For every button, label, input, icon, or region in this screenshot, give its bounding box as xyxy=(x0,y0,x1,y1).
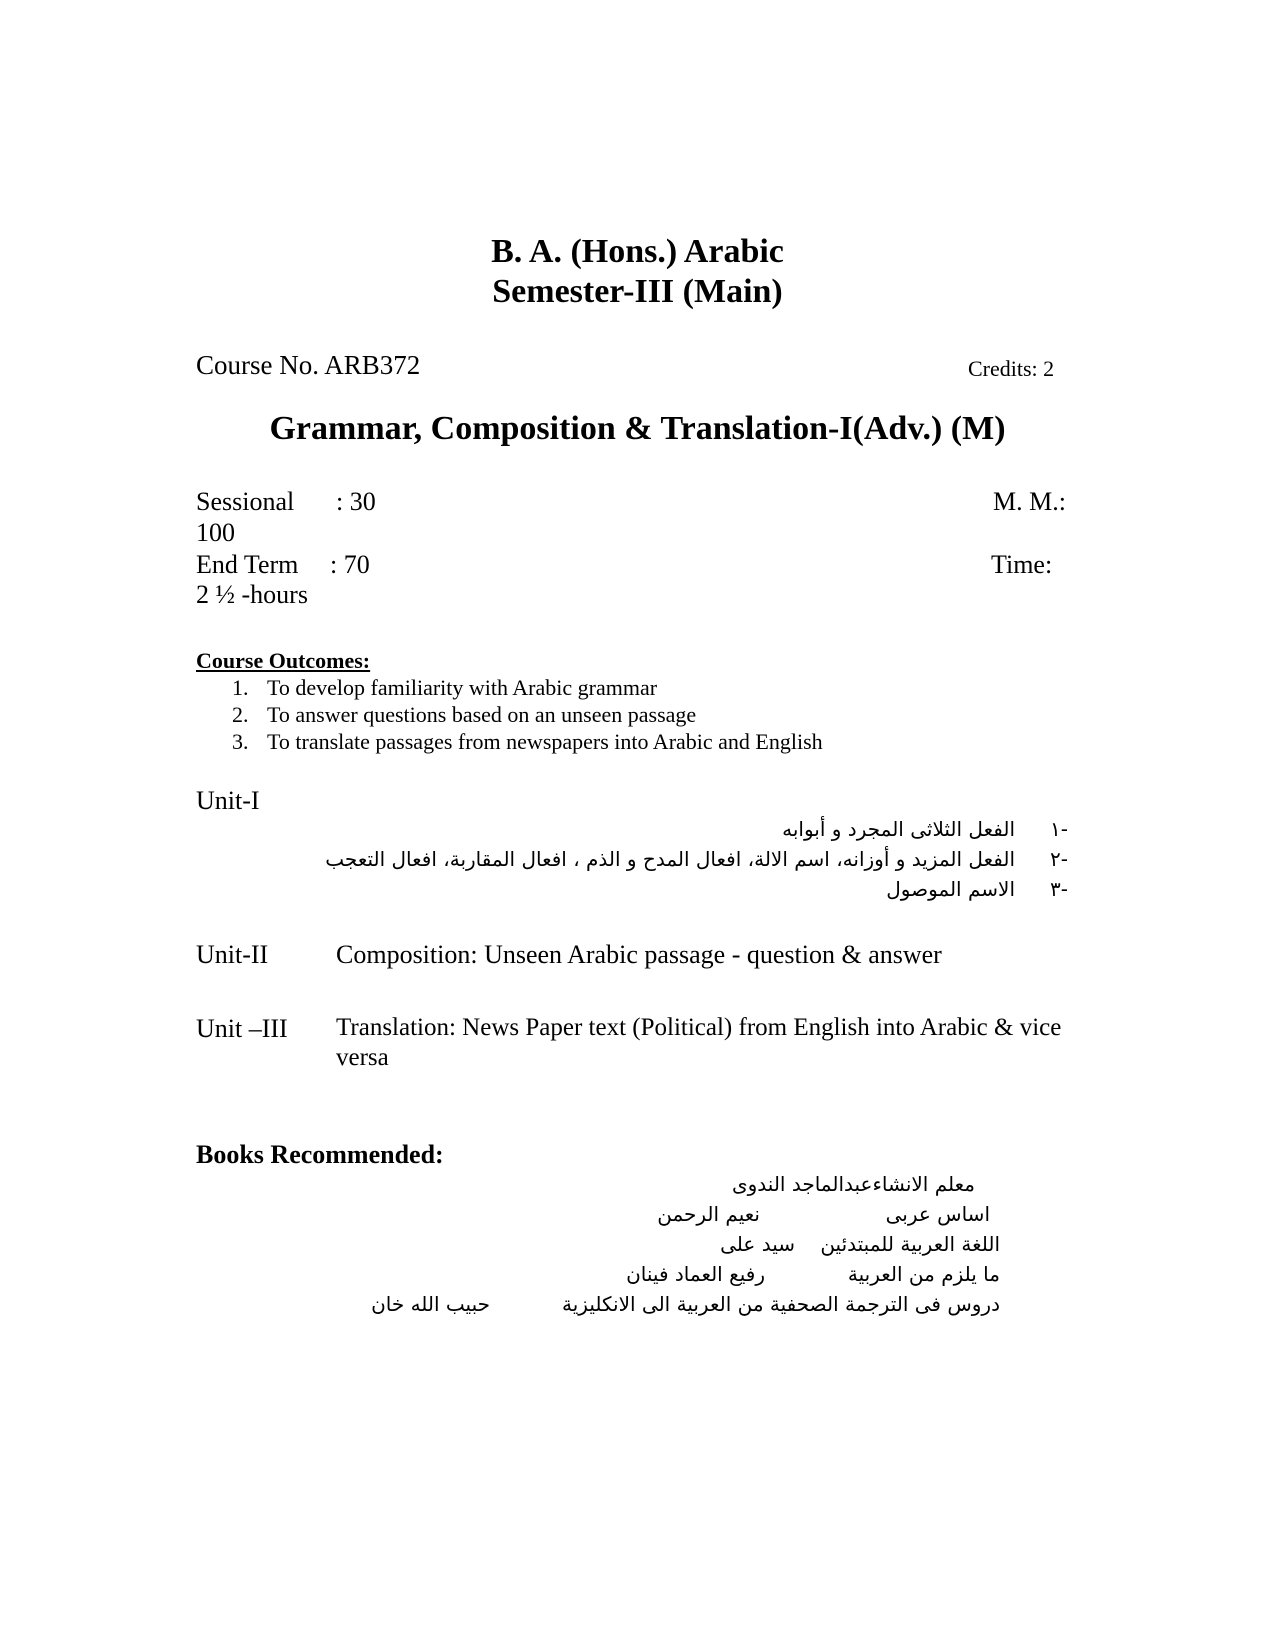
unit1-item-3-num: ٣- xyxy=(1050,877,1068,901)
endterm-label: End Term xyxy=(196,550,299,579)
book-4-title: ما يلزم من العربية xyxy=(847,1262,1000,1286)
course-credits: Credits: 2 xyxy=(968,356,1055,381)
book-5-title: دروس فى الترجمة الصحفية من العربية الى الانكليزية xyxy=(562,1292,1000,1316)
course-number: Course No. ARB372 xyxy=(196,350,421,380)
unit3-text-line1: Translation: News Paper text (Political) from English into Arabic & vice xyxy=(336,1014,1062,1041)
course-outcomes-heading: Course Outcomes: xyxy=(196,648,371,673)
book-3-author: سيد على xyxy=(720,1232,795,1256)
time-label: Time: xyxy=(991,550,1053,579)
max-marks-value: 100 xyxy=(196,518,235,547)
book-2-author: نعيم الرحمن xyxy=(657,1202,760,1226)
unit3-label: Unit –III xyxy=(196,1014,288,1043)
books-heading: Books Recommended: xyxy=(196,1140,444,1169)
unit1-item-1-text: الفعل الثلاثى المجرد و أبوابه xyxy=(782,817,1015,841)
list-item: 1. To develop familiarity with Arabic grammar xyxy=(232,675,658,700)
book-3-title: اللغة العربية للمبتدئين xyxy=(820,1232,1000,1256)
book-4-author: رفيع العماد فينان xyxy=(626,1262,765,1286)
unit1-item-1-num: ١- xyxy=(1050,817,1068,841)
unit2-text: Composition: Unseen Arabic passage - question & answer xyxy=(336,940,942,969)
max-marks-label: M. M.: xyxy=(993,487,1066,516)
book-1-title: معلم الانشاءعبدالماجد الندوى xyxy=(731,1172,975,1196)
unit1-label: Unit-I xyxy=(196,786,260,815)
sessional-value: : 30 xyxy=(336,487,376,516)
time-value: 2 ½ -hours xyxy=(196,580,308,609)
page-title-line1: B. A. (Hons.) Arabic xyxy=(491,233,784,270)
book-5-author: حبيب الله خان xyxy=(371,1292,490,1316)
unit1-item-3-text: الاسم الموصول xyxy=(886,877,1015,901)
unit1-item-2-text: الفعل المزيد و أوزانه، اسم الالة، افعال المدح و الذم ، افعال المقاربة، افعال التعجب xyxy=(325,847,1015,871)
unit2-label: Unit-II xyxy=(196,940,269,969)
unit3-text-line2: versa xyxy=(336,1044,389,1071)
endterm-value: : 70 xyxy=(330,550,370,579)
page-title-line2: Semester-III (Main) xyxy=(492,273,783,310)
book-2-title: اساس عربى xyxy=(885,1202,990,1226)
list-item: 2. To answer questions based on an unseen passage xyxy=(232,702,697,727)
course-outcomes-list xyxy=(232,674,823,755)
list-item: 3. To translate passages from newspapers into Arabic and English xyxy=(232,729,823,754)
sessional-label: Sessional xyxy=(196,487,295,516)
course-title: Grammar, Composition & Translation-I(Adv.) (M) xyxy=(269,410,1006,447)
unit1-item-2-num: ٢- xyxy=(1050,847,1068,871)
